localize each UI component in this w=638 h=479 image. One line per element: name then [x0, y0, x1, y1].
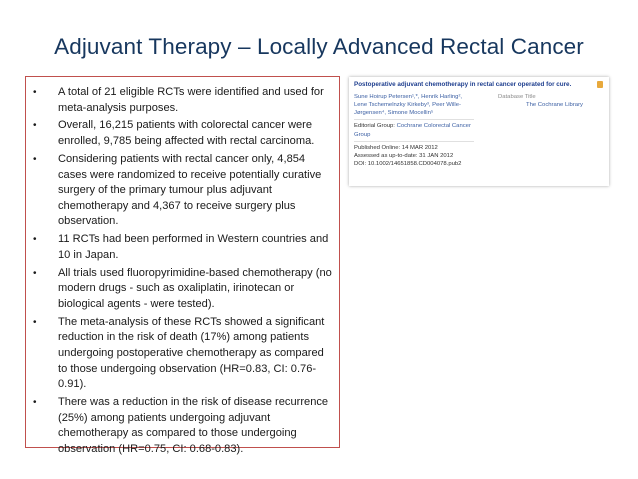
bullet-item — [32, 118, 335, 149]
bullet-item — [32, 232, 335, 263]
reference-screenshot-card — [349, 77, 609, 186]
bullet-item — [32, 315, 335, 393]
bullet-item — [32, 266, 335, 313]
author-line: Lene Tschemelnzky Kirkeby³, Peer Wille- — [354, 102, 461, 109]
editorial-group — [354, 122, 479, 138]
editorial-group-label: Editorial Group: — [354, 123, 395, 130]
bullet-item — [32, 152, 335, 230]
divider — [354, 119, 474, 120]
bullet-dot-icon: • — [33, 397, 37, 409]
bullet-dot-icon: • — [33, 120, 37, 132]
bullet-text: Considering patients with rectal cancer only, 4,854 cases were randomized to receive potentially curative surgery of the primary tumour plus adjuvant chemotherapy and 4,367 to receive surgery plus observation. — [58, 152, 322, 228]
author-line: Sune Hoirup Petersen¹,*, Henrik Harling², — [354, 94, 463, 101]
database-label: Database Title — [498, 94, 536, 101]
bullet-dot-icon: • — [33, 87, 37, 98]
database-link: The Cochrane Library — [526, 102, 583, 109]
reference-title: Postoperative adjuvant chemotherapy in rectal cancer operated for cure. — [354, 81, 572, 88]
bullet-text: There was a reduction in the risk of disease recurrence (25%) among patients undergoing adjuvant chemotherapy as compared to those undergoing observation (HR=0.75, CI: 0.68-0.83). — [58, 396, 329, 455]
divider — [354, 141, 474, 142]
reference-author-row — [354, 93, 603, 117]
bullet-text: A total of 21 eligible RCTs were identified and used for meta-analysis purposes. — [58, 86, 324, 114]
bullet-dot-icon: • — [33, 267, 37, 279]
bullet-list — [32, 85, 335, 457]
slide-title: Adjuvant Therapy – Locally Advanced Rectal Cancer — [54, 34, 584, 59]
editorial-group-link: Cochrane Colorectal Cancer Group — [354, 123, 471, 138]
bookmark-icon — [597, 81, 603, 88]
bullet-dot-icon: • — [33, 316, 37, 328]
author-line: Jørgensen⁴, Simone Mocellin⁵ — [354, 110, 434, 117]
bullet-text: 11 RCTs had been performed in Western countries and 10 in Japan. — [58, 233, 329, 261]
bullet-item — [32, 85, 335, 116]
reference-database — [498, 93, 603, 117]
bullet-dot-icon: • — [33, 234, 37, 246]
published-date: Published Online: 14 MAR 2012 — [354, 144, 438, 151]
bullet-text: All trials used fluoropyrimidine-based chemotherapy (no modern drugs - such as oxaliplatin, irinotecan or biological agents - were tested). — [58, 266, 332, 310]
bullet-list-box — [25, 76, 340, 455]
bullet-dot-icon: • — [33, 153, 37, 165]
bullet-text: Overall, 16,215 patients with colorectal cancer were enrolled, 9,785 being affected with rectal carcinoma. — [58, 119, 315, 148]
bullet-text: The meta-analysis of these RCTs showed a significant reduction in the risk of death (17%) among patients undergoing postoperative chemotherapy as compared to those undergoing observation (HR=0.83, CI: 0.76-0.91). — [58, 315, 325, 391]
reference-authors — [354, 93, 489, 117]
assessed-date: Assessed as up-to-date: 31 JAN 2012 — [354, 152, 454, 159]
bullet-item — [32, 395, 335, 457]
doi: DOI: 10.1002/14651858.CD004078.pub2 — [354, 160, 462, 167]
